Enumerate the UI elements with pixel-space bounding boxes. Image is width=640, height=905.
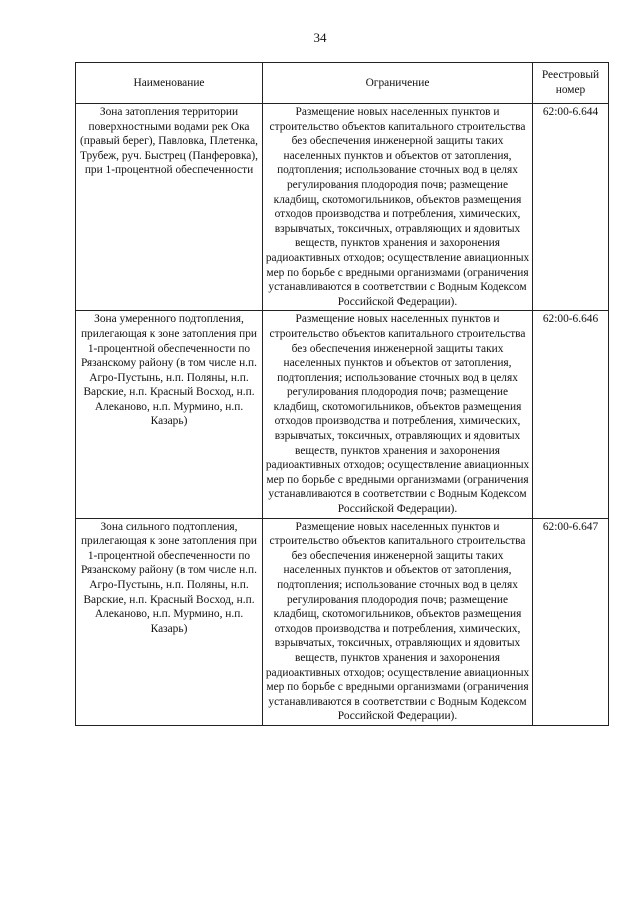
zone-name-cell: Зона затопления территории поверхностными водами рек Ока (правый берег), Павловка, Плетенка, Трубеж, руч. Быстрец (Панферовка), при 1-процентной обеспеченности: [76, 104, 263, 311]
zone-name-cell: Зона умеренного подтопления, прилегающая к зоне затопления при 1-процентной обеспеченности по Рязанскому району (в том числе н.п. Агро-Пустынь, н.п. Поляны, н.п. Варские, н.п. Красный Восход, н.п. Алеканово, н.п. Мурмино, н.п. Казарь): [76, 311, 263, 518]
table-row: [76, 311, 609, 518]
zone-name-cell: Зона сильного подтопления, прилегающая к зоне затопления при 1-процентной обеспеченности по Рязанскому району (в том числе н.п. Агро-Пустынь, н.п. Поляны, н.п. Варские, н.п. Красный Восход, н.п. Алеканово, н.п. Мурмино, н.п. Казарь): [76, 518, 263, 725]
registry-number-cell: 62:00-6.644: [533, 104, 609, 311]
header-registry-number: Реестровый номер: [533, 63, 609, 104]
registry-number-cell: 62:00-6.647: [533, 518, 609, 725]
restriction-cell: Размещение новых населенных пунктов и строительство объектов капитального строительства без обеспечения инженерной защиты таких населенных пунктов и объектов от затопления, подтопления; использование сточных вод в целях регулирования плодородия почв; размещение кладбищ, скотомогильников, объектов размещения отходов производства и потребления, химических, взрывчатых, токсичных, отравляющих и ядовитых веществ, пунктов хранения и захоронения радиоактивных отходов; осуществление авиационных мер по борьбе с вредными организмами (ограничения устанавливаются в соответствии с Водным Кодексом Российской Федерации).: [263, 518, 533, 725]
restriction-cell: Размещение новых населенных пунктов и строительство объектов капитального строительства без обеспечения инженерной защиты таких населенных пунктов и объектов от затопления, подтопления; использование сточных вод в целях регулирования плодородия почв; размещение кладбищ, скотомогильников, объектов размещения отходов производства и потребления, химических, взрывчатых, токсичных, отравляющих и ядовитых веществ, пунктов хранения и захоронения радиоактивных отходов; осуществление авиационных мер по борьбе с вредными организмами (ограничения устанавливаются в соответствии с Водным Кодексом Российской Федерации).: [263, 311, 533, 518]
restriction-cell: Размещение новых населенных пунктов и строительство объектов капитального строительства без обеспечения инженерной защиты таких населенных пунктов и объектов от затопления, подтопления; использование сточных вод в целях регулирования плодородия почв; размещение кладбищ, скотомогильников, объектов размещения отходов производства и потребления, химических, взрывчатых, токсичных, отравляющих и ядовитых веществ, пунктов хранения и захоронения радиоактивных отходов; осуществление авиационных мер по борьбе с вредными организмами (ограничения устанавливаются в соответствии с Водным Кодексом Российской Федерации).: [263, 104, 533, 311]
page-number: 34: [313, 30, 327, 45]
table-row: [76, 104, 609, 311]
table-row: [76, 518, 609, 725]
table-header-row: [76, 63, 609, 104]
registry-number-cell: 62:00-6.646: [533, 311, 609, 518]
restrictions-table: [75, 62, 609, 726]
header-restriction: Ограничение: [263, 63, 533, 104]
header-name: Наименование: [76, 63, 263, 104]
